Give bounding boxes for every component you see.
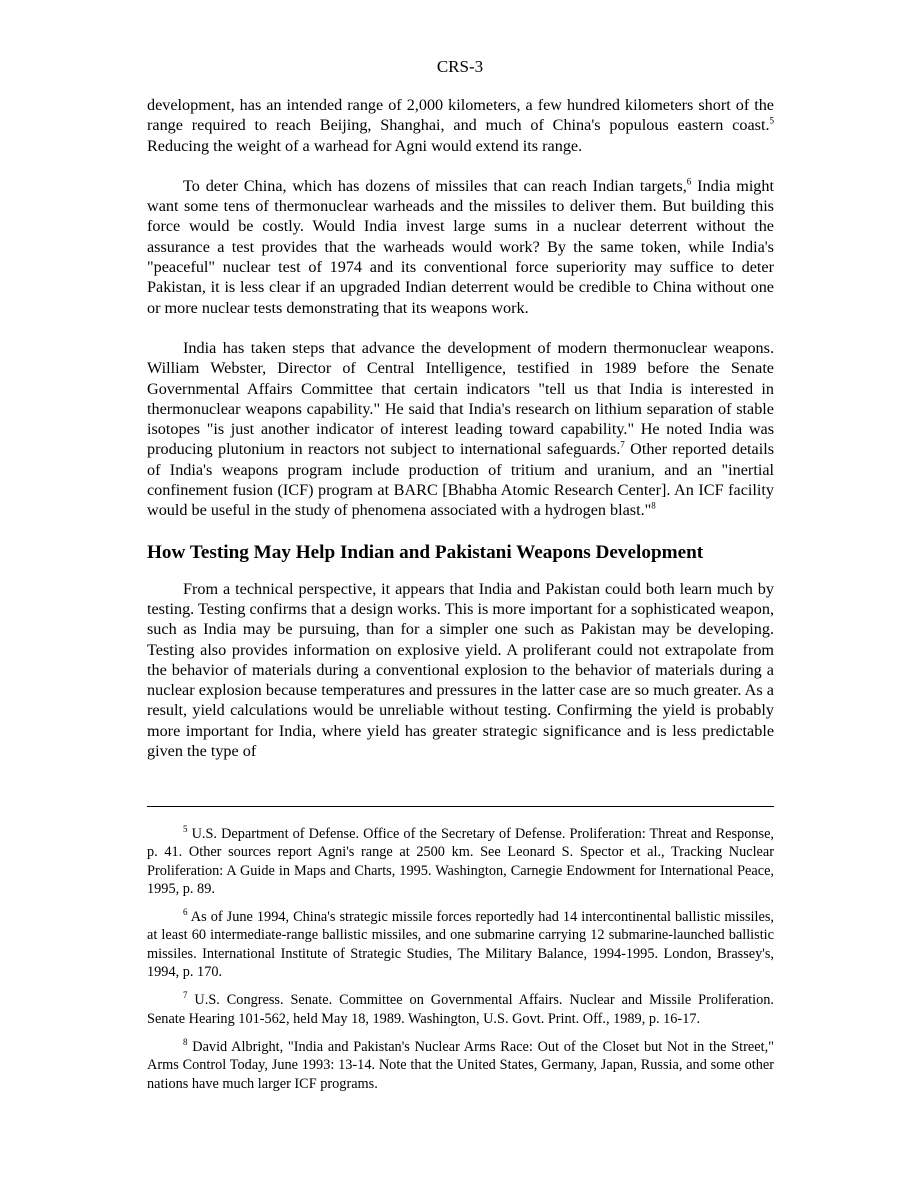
section-heading: How Testing May Help Indian and Pakistani Weapons Development — [147, 541, 704, 563]
footnote-ref[interactable]: 7 — [620, 440, 625, 451]
paragraph: From a technical perspective, it appears that India and Pakistan could both learn much by testing. Testing confirms that a design works. This is more important for a sophisticated weapon, such as India may be pursuing, than for a simpler one such as Pakistan may be developing. Testing also provides information on explosive yield. A proliferant could not extrapolate from the behavior of materials during a conventional explosion to the behavior of materials during a nuclear explosion because temperatures and pressures in the latter case are so much greater. As a result, yield calculations would be unreliable without testing. Confirming the yield is probably more important for India, where yield has greater strategic significance and is less predictable given the type of — [147, 579, 774, 761]
footnote-divider — [147, 806, 774, 807]
footnote-ref[interactable]: 5 — [769, 115, 774, 126]
footnote — [147, 991, 774, 1028]
footnote — [147, 908, 774, 981]
paragraph — [147, 176, 774, 318]
footnote-number: 7 — [183, 990, 188, 1001]
footnote-ref[interactable]: 6 — [686, 176, 692, 187]
paragraph-text: India might want some tens of thermonuclear warheads and the missiles to deliver them. But building this force would be costly. Would India invest large sums in a nuclear deterrent without the assurance a test provides that the warheads would work? By the same token, while India's "peaceful" nuclear test of 1974 and its conventional force superiority may suffice to deter Pakistan, it is less clear if an upgraded Indian deterrent would be credible to China without one or more nuclear tests demonstrating that its weapons work. — [147, 176, 774, 317]
paragraph-text: development, has an intended range of 2,000 kilometers, a few hundred kilometers short of the range required to reach Beijing, Shanghai, and much of China's populous eastern coast. — [147, 96, 774, 135]
footnote-number: 6 — [183, 907, 188, 918]
footnote-text: As of June 1994, China's strategic missile forces reportedly had 14 intercontinental ballistic missiles, at least 60 intermediate-range ballistic missiles, and one submarine carrying 12 submarine-launched ballistic missiles. International Institute of Strategic Studies, The Military Balance, 1994-1995. London, Brassey's, 1994, p. 170. — [147, 909, 774, 981]
footnotes — [147, 825, 774, 1103]
paragraph — [147, 95, 774, 156]
page-header: CRS-3 — [436, 57, 484, 76]
footnote-text: U.S. Congress. Senate. Committee on Governmental Affairs. Nuclear and Missile Proliferation. Senate Hearing 101-562, held May 18, 1989. Washington, U.S. Govt. Print. Off., 1989, p. 16-17. — [147, 992, 774, 1027]
paragraph — [147, 338, 774, 521]
paragraph-text: To deter China, which has dozens of missiles that can reach Indian targets, — [183, 176, 687, 195]
paragraph-text: Reducing the weight of a warhead for Agni would extend its range. — [147, 136, 583, 155]
paragraph-text: Other reported details of India's weapons program include production of tritium and uranium, and an "inertial confinement fusion (ICF) program at BARC [Bhabha Atomic Research Center]. An ICF facility would be useful in the study of phenomena associated with a hydrogen blast." — [147, 440, 774, 520]
footnote-number: 5 — [183, 824, 188, 835]
footnote — [147, 1038, 774, 1093]
document-body — [147, 95, 774, 761]
paragraph-text: India has taken steps that advance the development of modern thermonuclear weapons. William Webster, Director of Central Intelligence, testified in 1989 before the Senate Governmental Affairs Committee that certain indicators "tell us that India is interested in thermonuclear weapons capability." He said that India's research on lithium separation of stable isotopes "is just another indicator of interest leading toward capability." He noted India was producing plutonium in reactors not subject to international safeguards. — [147, 338, 774, 459]
footnote-text: U.S. Department of Defense. Office of the Secretary of Defense. Proliferation: Threat and Response, p. 41. Other sources report Agni's range at 2500 km. See Leonard S. Spector et al., Tracking Nuclear Proliferation: A Guide in Maps and Charts, 1995. Washington, Carnegie Endowment for International Peace, 1995, p. 89. — [147, 826, 774, 897]
footnote-ref[interactable]: 8 — [651, 500, 656, 511]
footnote-number: 8 — [183, 1037, 188, 1048]
footnote-text: David Albright, "India and Pakistan's Nuclear Arms Race: Out of the Closet but Not in the Street," Arms Control Today, June 1993: 13-14. Note that the United States, Germany, Japan, Russia, and some other nations have much larger ICF programs. — [147, 1038, 774, 1092]
footnote — [147, 825, 774, 898]
